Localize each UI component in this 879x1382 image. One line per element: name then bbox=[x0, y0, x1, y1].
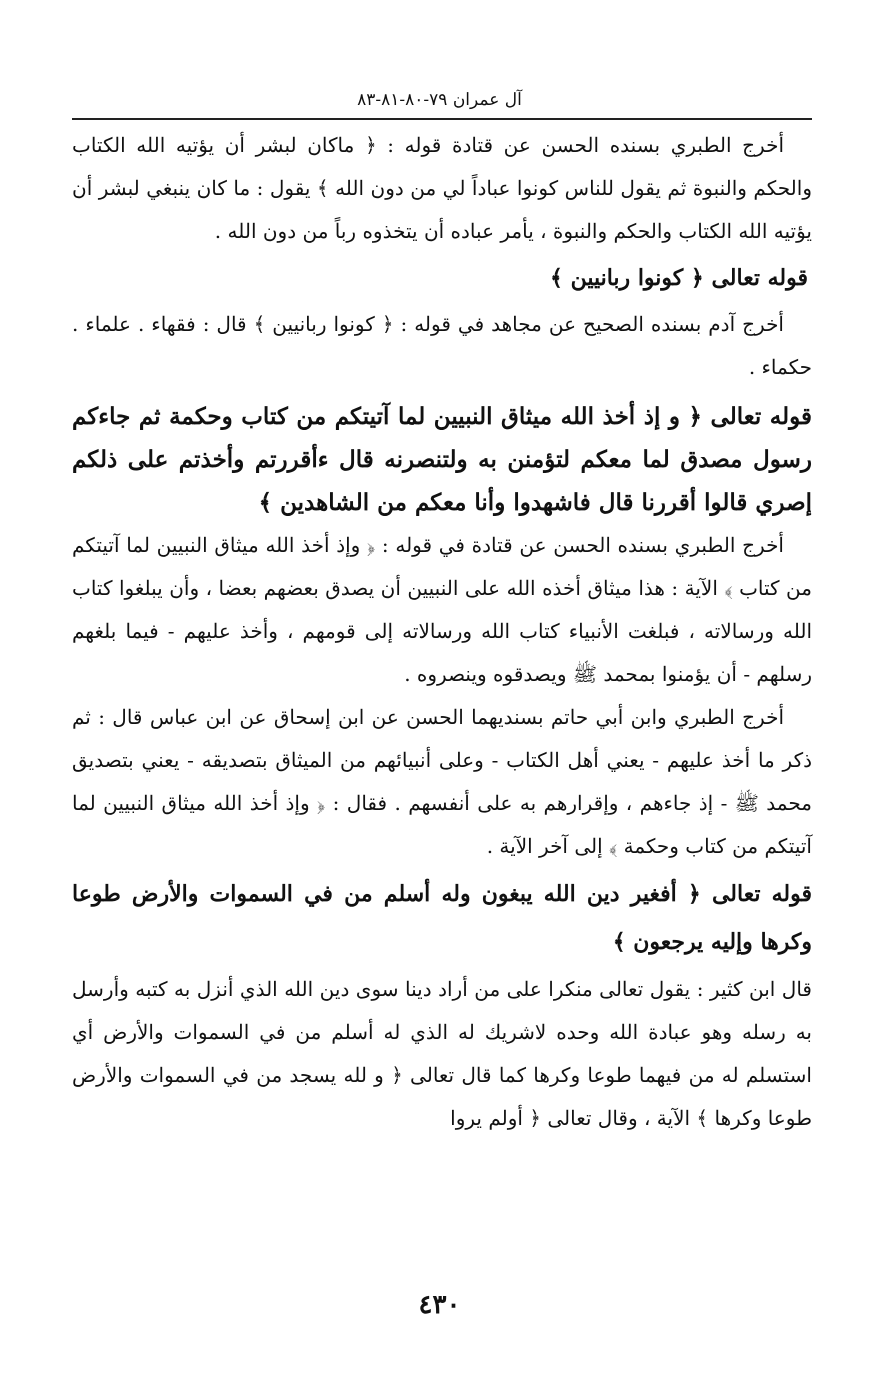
running-header: آل عمران ٧٩-٨٠-٨١-٨٣ bbox=[357, 90, 522, 110]
heading-kunu-rabbaniyyin: قوله تعالى ﴿ كونوا ربانيين ﴾ bbox=[550, 265, 808, 291]
paragraph-tabari-qatada-mithaq: أخرج الطبري بسنده الحسن عن قتادة في قوله : ﴿ وإذ أخذ الله ميثاق النبيين لما آتيتكم من كتاب ﴾ الآية : هذا ميثاق أخذه الله على النبيين أن يصدق بعضهم بعضا ، وأن يبلغوا كتاب الله ورسالاته ، فبلغت الأنبياء كتاب الله ورسالاته إلى قومهم ، وأخذ عليهم - فيما بلغهم رسلهم - أن يؤمنوا بمحمد ﷺ ويصدقوه وينصروه . bbox=[72, 533, 812, 686]
heading-mithaq-annabiyyin: قوله تعالى ﴿ و إذ أخذ الله ميثاق النبيين لما آتيتكم من كتاب وحكمة ثم جاءكم رسول مصدق لما معكم لتؤمنن به ولتنصرنه قال ءأقررتم وأخذتم على ذلكم إصري قالوا أقررنا قال فاشهدوا وأنا معكم من الشاهدين ﴾ bbox=[72, 403, 812, 516]
page-number: ٤٣٠ bbox=[418, 1290, 461, 1320]
paragraph-ibn-kathir: قال ابن كثير : يقول تعالى منكرا على من أراد دينا سوى دين الله الذي أنزل به كتبه وأرسل به رسله وهو عبادة الله وحده لاشريك له الذي له أسلم من في السموات والأرض أي استسلم له من فيهما طوعا وكرها كما قال تعالى ﴿ و لله يسجد من في السموات والأرض طوعا وكرها ﴾ الآية ، وقال تعالى ﴿ أولم يروا bbox=[72, 977, 812, 1130]
page-body bbox=[72, 124, 812, 1140]
paragraph-adam-mujahid: أخرج آدم بسنده الصحيح عن مجاهد في قوله : ﴿ كونوا ربانيين ﴾ قال : فقهاء . علماء . حكماء . bbox=[72, 312, 812, 379]
heading-afaghayra-dinillah: قوله تعالى ﴿ أفغير دين الله يبغون وله أسلم من في السموات والأرض طوعا وكرها وإليه يرجعون ﴾ bbox=[72, 881, 812, 955]
paragraph-tabari-ibn-abi-hatim: أخرج الطبري وابن أبي حاتم بسنديهما الحسن عن ابن إسحاق عن ابن عباس قال : ثم ذكر ما أخذ عليهم - يعني أهل الكتاب - وعلى أنبيائهم من الميثاق بتصديقه - يعني بتصديق محمد ﷺ - إذ جاءهم ، وإقرارهم به على أنفسهم . فقال : ﴿ وإذ أخذ الله ميثاق النبيين لما آتيتكم من كتاب وحكمة ﴾ إلى آخر الآية . bbox=[72, 705, 812, 858]
header-rule bbox=[72, 118, 812, 120]
paragraph-tabari-qatada: أخرج الطبري بسنده الحسن عن قتادة قوله : ﴿ ماكان لبشر أن يؤتيه الله الكتاب والحكم والنبوة ثم يقول للناس كونوا عباداً لي من دون الله ﴾ يقول : ما كان ينبغي لبشر أن يؤتيه الله الكتاب والحكم والنبوة ، يأمر عباده أن يتخذوه رباً من دون الله . bbox=[72, 133, 812, 243]
